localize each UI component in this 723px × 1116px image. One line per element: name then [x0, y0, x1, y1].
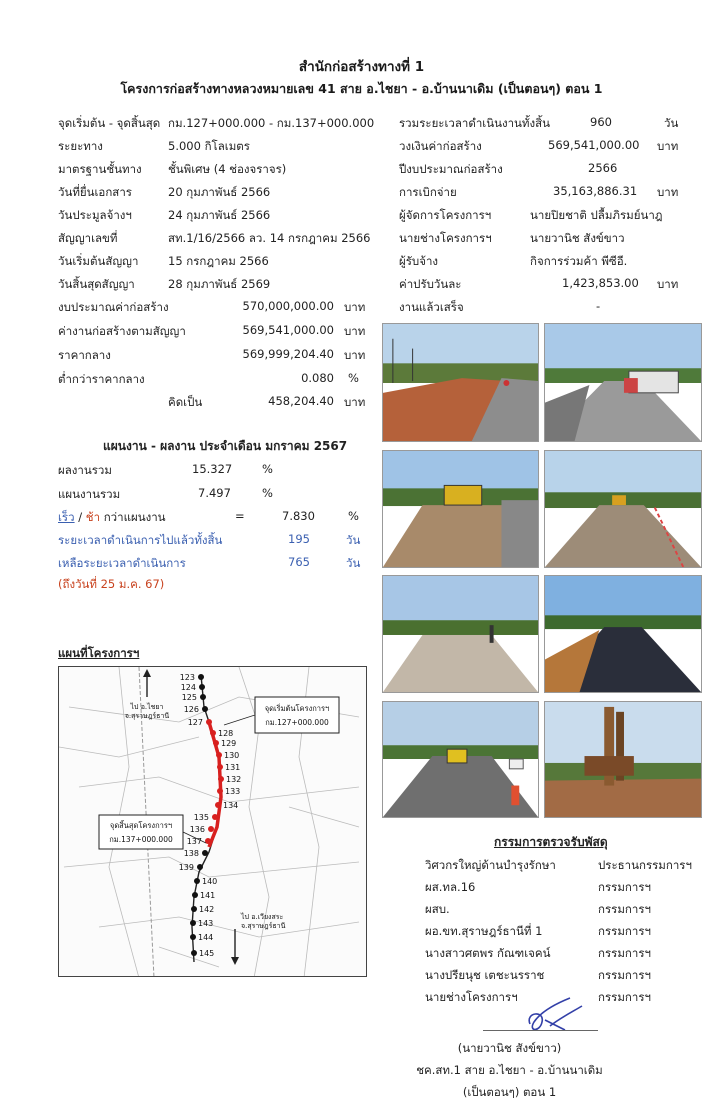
signature-section: (เป็นตอนๆ) ตอน 1	[462, 1085, 557, 1099]
km-marker-label: 123	[179, 673, 195, 682]
north-dest-1: ไป อ.ไชยา	[130, 703, 164, 711]
photo-road-excavation-image	[383, 324, 538, 441]
budget-label: งบประมาณค่าก่อสร้าง	[58, 300, 169, 314]
info-value: -	[596, 299, 601, 313]
committee-member: ผส.ทล.16	[425, 880, 476, 894]
committee-member: นางสาวศตพร กัณฑเจคน์	[425, 946, 551, 960]
photo-piling-rig	[544, 701, 702, 818]
budget-label: ต่ำกว่าราคากลาง	[58, 372, 145, 386]
plan-value: 7.497	[198, 486, 231, 500]
km-marker-label: 133	[225, 787, 241, 796]
info-value: ชั้นพิเศษ (4 ช่องจราจร)	[168, 162, 287, 176]
km-marker-label: 140	[202, 877, 218, 886]
info-value: 960	[590, 115, 612, 129]
km-marker-dot	[212, 814, 218, 820]
info-value: กิจการร่วมค้า พีซีอี.	[530, 254, 628, 268]
km-marker-dot	[218, 776, 224, 782]
committee-member: ผสบ.	[425, 902, 450, 916]
info-value: 1,423,853.00	[562, 276, 639, 290]
map-heading: แผนที่โครงการฯ	[58, 646, 140, 660]
committee-member: นางปรียนุช เตชะนรราช	[425, 968, 545, 982]
info-label: ผู้จัดการโครงการฯ	[399, 208, 492, 222]
info-value: 28 กุมภาพันธ์ 2569	[168, 277, 271, 291]
info-unit: บาท	[657, 185, 679, 199]
km-marker-dot	[198, 674, 204, 680]
photo-paving-traffic	[382, 701, 539, 818]
km-marker-label: 137	[186, 837, 202, 846]
plan-unit: %	[262, 486, 273, 500]
budget-value: 569,541,000.00	[242, 323, 334, 337]
km-marker-dot	[213, 740, 219, 746]
km-marker-dot	[194, 878, 200, 884]
info-value: สท.1/16/2566 ลว. 14 กรกฎาคม 2566	[168, 231, 371, 245]
committee-role: กรรมการฯ	[598, 880, 651, 894]
km-marker-dot	[197, 864, 203, 870]
info-value: 24 กุมภาพันธ์ 2566	[168, 208, 271, 222]
actual-label: ผลงานรวม	[58, 463, 112, 477]
photo-grader-work-image	[383, 451, 538, 567]
km-marker-label: 128	[218, 729, 234, 738]
budget-unit: บาท	[344, 348, 366, 362]
committee-role: กรรมการฯ	[598, 902, 651, 916]
km-marker-label: 135	[193, 813, 209, 822]
km-marker-dot	[200, 694, 206, 700]
info-unit: บาท	[657, 277, 679, 291]
ahead-label	[58, 509, 166, 527]
photo-truck-on-road	[544, 323, 702, 442]
budget-unit: บาท	[344, 300, 366, 314]
photo-prime-coat-image	[545, 576, 701, 692]
km-marker-label: 134	[223, 801, 239, 810]
km-marker-dot	[190, 920, 196, 926]
km-marker-dot	[202, 850, 208, 856]
info-value: 35,163,886.31	[553, 184, 638, 198]
km-marker-dot	[210, 730, 216, 736]
signature-name: (นายวานิช สังข์ขาว)	[457, 1041, 562, 1055]
km-marker-label: 125	[181, 693, 197, 702]
info-value: 20 กุมภาพันธ์ 2566	[168, 185, 271, 199]
info-value: 2566	[588, 161, 618, 175]
info-value: กม.127+000.000 - กม.137+000.000	[168, 116, 375, 130]
committee-heading: กรรมการตรวจรับพัสดุ	[494, 835, 608, 849]
remaining-unit: วัน	[346, 556, 361, 570]
remaining-value: 765	[288, 555, 310, 569]
km-marker-dot	[192, 892, 198, 898]
info-label: วันประมูลจ้างฯ	[58, 208, 132, 222]
km-marker-dot	[199, 684, 205, 690]
start-box	[255, 697, 339, 733]
km-marker-label: 139	[178, 863, 194, 872]
ahead-fast: เร็ว	[58, 510, 75, 524]
km-marker-label: 144	[198, 933, 214, 942]
south-arrow-icon	[231, 957, 239, 965]
km-marker-dot	[208, 826, 214, 832]
signature-line	[483, 1030, 598, 1031]
km-marker-label: 130	[224, 751, 240, 760]
south-dest-1: ไป อ.เวียงสระ	[241, 913, 284, 921]
ahead-sep: /	[78, 510, 83, 524]
ahead-value: 7.830	[282, 509, 315, 523]
info-label: วันที่ยื่นเอกสาร	[58, 185, 132, 199]
photo-base-course-image	[383, 576, 538, 692]
start-box-pointer	[224, 715, 255, 725]
start-box-label: จุดเริ่มต้นโครงการฯ	[264, 704, 330, 713]
photo-roller-compaction-image	[545, 451, 701, 567]
info-label: การเบิกจ่าย	[399, 185, 457, 199]
info-label: มาตรฐานชั้นทาง	[58, 162, 142, 176]
photo-grader-work	[382, 450, 539, 568]
plan-label: แผนงานรวม	[58, 487, 121, 501]
km-marker-dot	[217, 788, 223, 794]
end-box-label: จุดสิ้นสุดโครงการฯ	[109, 821, 173, 830]
committee-role: กรรมการฯ	[598, 946, 651, 960]
km-marker-label: 129	[221, 739, 237, 748]
km-markers	[179, 673, 242, 958]
km-marker-label: 141	[200, 891, 216, 900]
info-label: วันเริ่มต้นสัญญา	[58, 254, 139, 268]
km-marker-dot	[202, 706, 208, 712]
committee-member: นายช่างโครงการฯ	[425, 990, 518, 1004]
km-marker-dot	[215, 802, 221, 808]
committee-role: กรรมการฯ	[598, 968, 651, 982]
km-marker-label: 132	[226, 775, 242, 784]
budget-value: 458,204.40	[268, 394, 334, 408]
ahead-unit: %	[348, 509, 359, 523]
info-value: นายปิยชาติ ปลื้มภิรมย์นาฎ	[530, 208, 663, 222]
km-marker-label: 131	[225, 763, 241, 772]
km-marker-label: 124	[180, 683, 196, 692]
km-marker-dot	[191, 906, 197, 912]
photo-base-course	[382, 575, 539, 693]
info-label: สัญญาเลขที่	[58, 231, 118, 245]
info-label: จุดเริ่มต้น - จุดสิ้นสุด	[58, 116, 161, 130]
budget-unit: บาท	[344, 395, 366, 409]
km-marker-dot	[206, 719, 212, 725]
ahead-slow: ช้า	[85, 510, 101, 524]
page-subtitle: โครงการก่อสร้างทางหลวงหมายเลข 41 สาย อ.ไชยา - อ.บ้านนาเดิม (เป็นตอนๆ) ตอน 1	[120, 81, 603, 96]
info-value: 15 กรกฎาคม 2566	[168, 254, 269, 268]
info-value: 569,541,000.00	[548, 138, 640, 152]
start-box-km: กม.127+000.000	[265, 718, 329, 727]
km-marker-dot	[216, 752, 222, 758]
elapsed-unit: วัน	[346, 533, 361, 547]
budget-value: 570,000,000.00	[242, 299, 334, 313]
budget-label: คิดเป็น	[168, 395, 203, 409]
actual-unit: %	[262, 462, 273, 476]
committee-role: กรรมการฯ	[598, 990, 651, 1004]
km-marker-label: 142	[199, 905, 215, 914]
end-box-km: กม.137+000.000	[109, 835, 173, 844]
committee-member: ผอ.ขท.สุราษฎร์ธานีที่ 1	[425, 924, 543, 938]
info-label: ระยะทาง	[58, 139, 103, 153]
km-marker-label: 127	[187, 718, 203, 727]
south-dest-2: จ.สุราษฎร์ธานี	[241, 922, 286, 930]
photo-roller-compaction	[544, 450, 702, 568]
photo-paving-traffic-image	[383, 702, 538, 817]
photo-prime-coat	[544, 575, 702, 693]
page-title: สำนักก่อสร้างทางที่ 1	[298, 59, 425, 75]
km-marker-label: 145	[199, 949, 215, 958]
photo-road-excavation	[382, 323, 539, 442]
ahead-rest: กว่าแผนงาน	[103, 510, 166, 524]
committee-member: วิศวกรใหญ่ด้านบำรุงรักษา	[425, 858, 556, 872]
km-marker-dot	[190, 934, 196, 940]
info-label: นายช่างโครงการฯ	[399, 231, 492, 245]
map-canvas	[59, 667, 367, 977]
km-marker-label: 136	[189, 825, 205, 834]
north-arrow-icon	[143, 669, 151, 677]
info-label: วันสิ้นสุดสัญญา	[58, 277, 135, 291]
budget-value: 0.080	[301, 371, 334, 385]
km-marker-dot	[191, 950, 197, 956]
info-unit: วัน	[664, 116, 679, 130]
info-label: รวมระยะเวลาดำเนินงานทั้งสิ้น	[399, 116, 550, 130]
budget-label: ราคากลาง	[58, 348, 111, 362]
km-marker-label: 126	[183, 705, 199, 714]
progress-heading: แผนงาน - ผลงาน ประจำเดือน มกราคม 2567	[103, 439, 348, 453]
budget-unit: %	[348, 371, 359, 385]
budget-value: 569,999,204.40	[242, 347, 334, 361]
km-marker-label: 138	[183, 849, 199, 858]
photo-piling-rig-image	[545, 702, 701, 817]
budget-label: ค่างานก่อสร้างตามสัญญา	[58, 324, 186, 338]
signature-position: ชค.สท.1 สาย อ.ไชยา - อ.บ้านนาเดิม	[416, 1063, 603, 1077]
km-marker-label: 143	[198, 919, 214, 928]
km-marker-dot	[217, 764, 223, 770]
info-value: นายวานิช สังข์ขาว	[530, 231, 625, 245]
info-label: ผู้รับจ้าง	[399, 254, 439, 268]
actual-value: 15.327	[192, 462, 233, 476]
info-label: งานแล้วเสร็จ	[399, 300, 464, 314]
info-value: 5.000 กิโลเมตร	[168, 139, 250, 153]
remaining-label: เหลือระยะเวลาดำเนินการ	[58, 556, 186, 570]
as-of-date: (ถึงวันที่ 25 ม.ค. 67)	[58, 577, 165, 591]
elapsed-label: ระยะเวลาดำเนินการไปแล้วทั้งสิ้น	[58, 533, 223, 547]
ahead-eq: =	[235, 509, 245, 523]
info-label: ปีงบประมาณก่อสร้าง	[399, 162, 503, 176]
photo-truck-on-road-image	[545, 324, 701, 441]
info-unit: บาท	[657, 139, 679, 153]
committee-role: ประธานกรรมการฯ	[598, 858, 692, 872]
info-label: ค่าปรับวันละ	[399, 277, 462, 291]
project-map	[58, 666, 367, 977]
elapsed-value: 195	[288, 532, 310, 546]
north-dest-2: จ.สุราษฎร์ธานี	[124, 712, 170, 720]
committee-role: กรรมการฯ	[598, 924, 651, 938]
info-label: วงเงินค่าก่อสร้าง	[399, 139, 482, 153]
budget-unit: บาท	[344, 324, 366, 338]
